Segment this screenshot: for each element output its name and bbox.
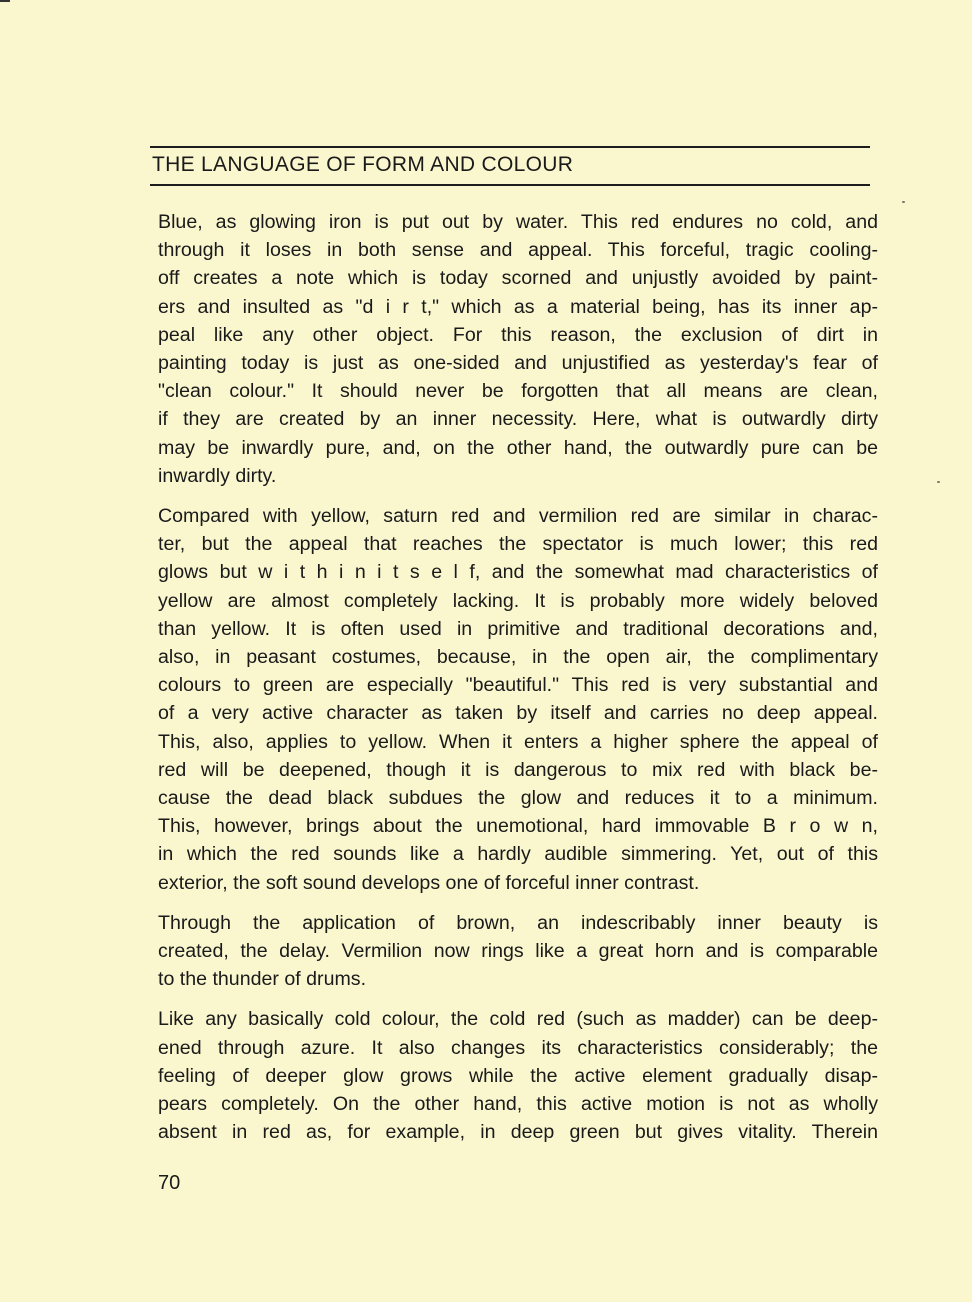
text-line: red will be deepened, though it is dangerous to mix red with black be- — [158, 758, 878, 781]
text-line: Like any basically cold colour, the cold red (such as madder) can be deep- — [158, 1008, 878, 1031]
text-line: ers and insulted as "d i r t," which as a material being, has its inner ap- — [158, 295, 878, 318]
text-line: peal like any other object. For this reason, the exclusion of dirt in — [158, 323, 878, 346]
text-line: feeling of deeper glow grows while the active element gradually disap- — [158, 1064, 878, 1087]
running-head: THE LANGUAGE OF FORM AND COLOUR — [152, 153, 574, 176]
text-line: painting today is just as one-sided and unjustified as yesterday's fear of — [158, 352, 878, 375]
text-line: colours to green are especially "beautiful." This red is very substantial and — [158, 674, 878, 697]
text-line: to the thunder of drums. — [158, 968, 367, 991]
text-line: if they are created by an inner necessity. Here, what is outwardly dirty — [158, 408, 878, 431]
text-line: exterior, the soft sound develops one of forceful inner contrast. — [158, 871, 700, 894]
paragraph-2 — [158, 502, 878, 897]
text-line: Compared with yellow, saturn red and vermilion red are similar in charac- — [158, 505, 878, 528]
text-line: This, however, brings about the unemotional, hard immovable B r o w n, — [158, 815, 878, 838]
text-line: ter, but the appeal that reaches the spectator is much lower; this red — [158, 533, 878, 556]
text-line: pears completely. On the other hand, this active motion is not as wholly — [158, 1093, 878, 1116]
text-line: This, also, applies to yellow. When it enters a higher sphere the appeal of — [158, 730, 878, 753]
text-line: also, in peasant costumes, because, in the open air, the complimentary — [158, 646, 878, 669]
text-line: than yellow. It is often used in primitive and traditional decorations and, — [158, 617, 878, 640]
text-line: "clean colour." It should never be forgotten that all means are clean, — [158, 380, 878, 403]
text-line: off creates a note which is today scorned and unjustly avoided by paint- — [158, 267, 878, 290]
text-line: Blue, as glowing iron is put out by water. This red endures no cold, and — [158, 211, 878, 233]
page-number: 70 — [158, 1172, 181, 1194]
paragraph-3 — [158, 909, 878, 994]
text-line: created, the delay. Vermilion now rings like a great horn and is comparable — [158, 940, 878, 963]
text-line: in which the red sounds like a hardly audible simmering. Yet, out of this — [158, 843, 878, 866]
text-line: glows but w i t h i n i t s e l f, and the somewhat mad characteristics of — [158, 561, 878, 584]
text-line: inwardly dirty. — [158, 464, 277, 487]
header-top-rule — [150, 146, 870, 148]
text-line: yellow are almost completely lacking. It is probably more widely beloved — [158, 589, 878, 612]
paragraph-4 — [158, 1005, 878, 1146]
scan-corner-mark — [0, 0, 10, 2]
body-text — [158, 208, 878, 1159]
text-line: ened through azure. It also changes its characteristics considerably; the — [158, 1036, 878, 1059]
scan-speck — [937, 481, 940, 483]
text-line: Through the application of brown, an indescribably inner beauty is — [158, 911, 878, 934]
paragraph-1 — [158, 208, 878, 490]
text-line: of a very active character as taken by itself and carries no deep appeal. — [158, 702, 878, 725]
text-line: may be inwardly pure, and, on the other hand, the outwardly pure can be — [158, 436, 878, 459]
text-line: cause the dead black subdues the glow and reduces it to a minimum. — [158, 787, 878, 810]
header-bottom-rule — [150, 184, 870, 186]
text-line: through it loses in both sense and appeal. This forceful, tragic cooling- — [158, 239, 878, 262]
scan-speck — [902, 201, 905, 203]
text-line: absent in red as, for example, in deep green but gives vitality. Therein — [158, 1121, 878, 1144]
